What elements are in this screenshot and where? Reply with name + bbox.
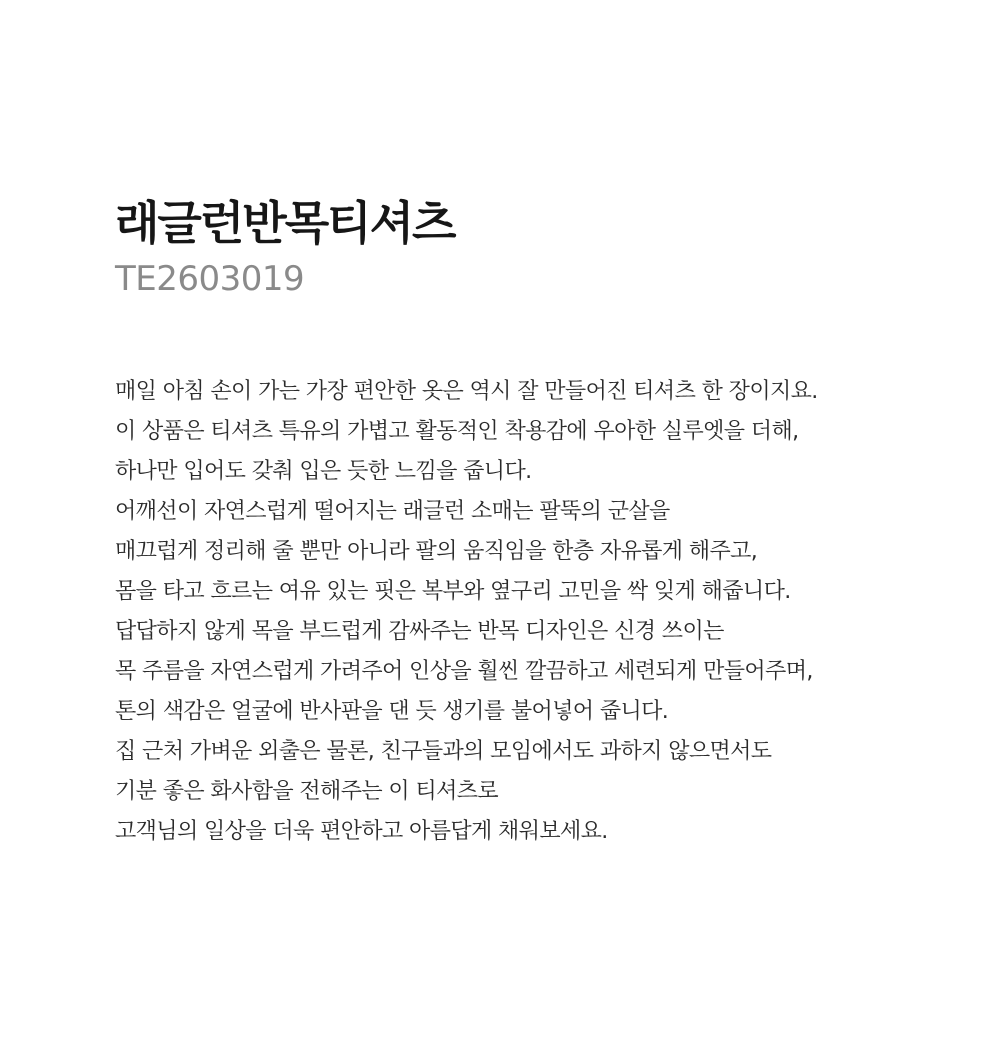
description-line: 매끄럽게 정리해 줄 뿐만 아니라 팔의 움직임을 한층 자유롭게 해주고,	[115, 539, 758, 564]
description-line: 몸을 타고 흐르는 여유 있는 핏은 복부와 옆구리 고민을 싹 잊게 해줍니다.	[115, 579, 791, 604]
product-title: 래글런반목티셔츠	[115, 196, 455, 250]
description-line: 하나만 입어도 갖춰 입은 듯한 느낌을 줍니다.	[115, 459, 532, 484]
description-line: 답답하지 않게 목을 부드럽게 감싸주는 반목 디자인은 신경 쓰이는	[115, 619, 724, 644]
description-line: 매일 아침 손이 가는 가장 편안한 옷은 역시 잘 만들어진 티셔츠 한 장이지요.	[115, 379, 818, 404]
product-description	[115, 372, 818, 852]
description-line: 집 근처 가벼운 외출은 물론, 친구들과의 모임에서도 과하지 않으면서도	[115, 739, 772, 764]
description-line: 이 상품은 티셔츠 특유의 가볍고 활동적인 착용감에 우아한 실루엣을 더해,	[115, 419, 799, 444]
description-line: 톤의 색감은 얼굴에 반사판을 댄 듯 생기를 불어넣어 줍니다.	[115, 699, 669, 724]
product-code: TE2603019	[115, 259, 305, 299]
description-line: 어깨선이 자연스럽게 떨어지는 래글런 소매는 팔뚝의 군살을	[115, 499, 670, 524]
description-line: 목 주름을 자연스럽게 가려주어 인상을 훨씬 깔끔하고 세련되게 만들어주며,	[115, 659, 813, 684]
description-line: 고객님의 일상을 더욱 편안하고 아름답게 채워보세요.	[115, 819, 608, 844]
description-line: 기분 좋은 화사함을 전해주는 이 티셔츠로	[115, 779, 499, 804]
